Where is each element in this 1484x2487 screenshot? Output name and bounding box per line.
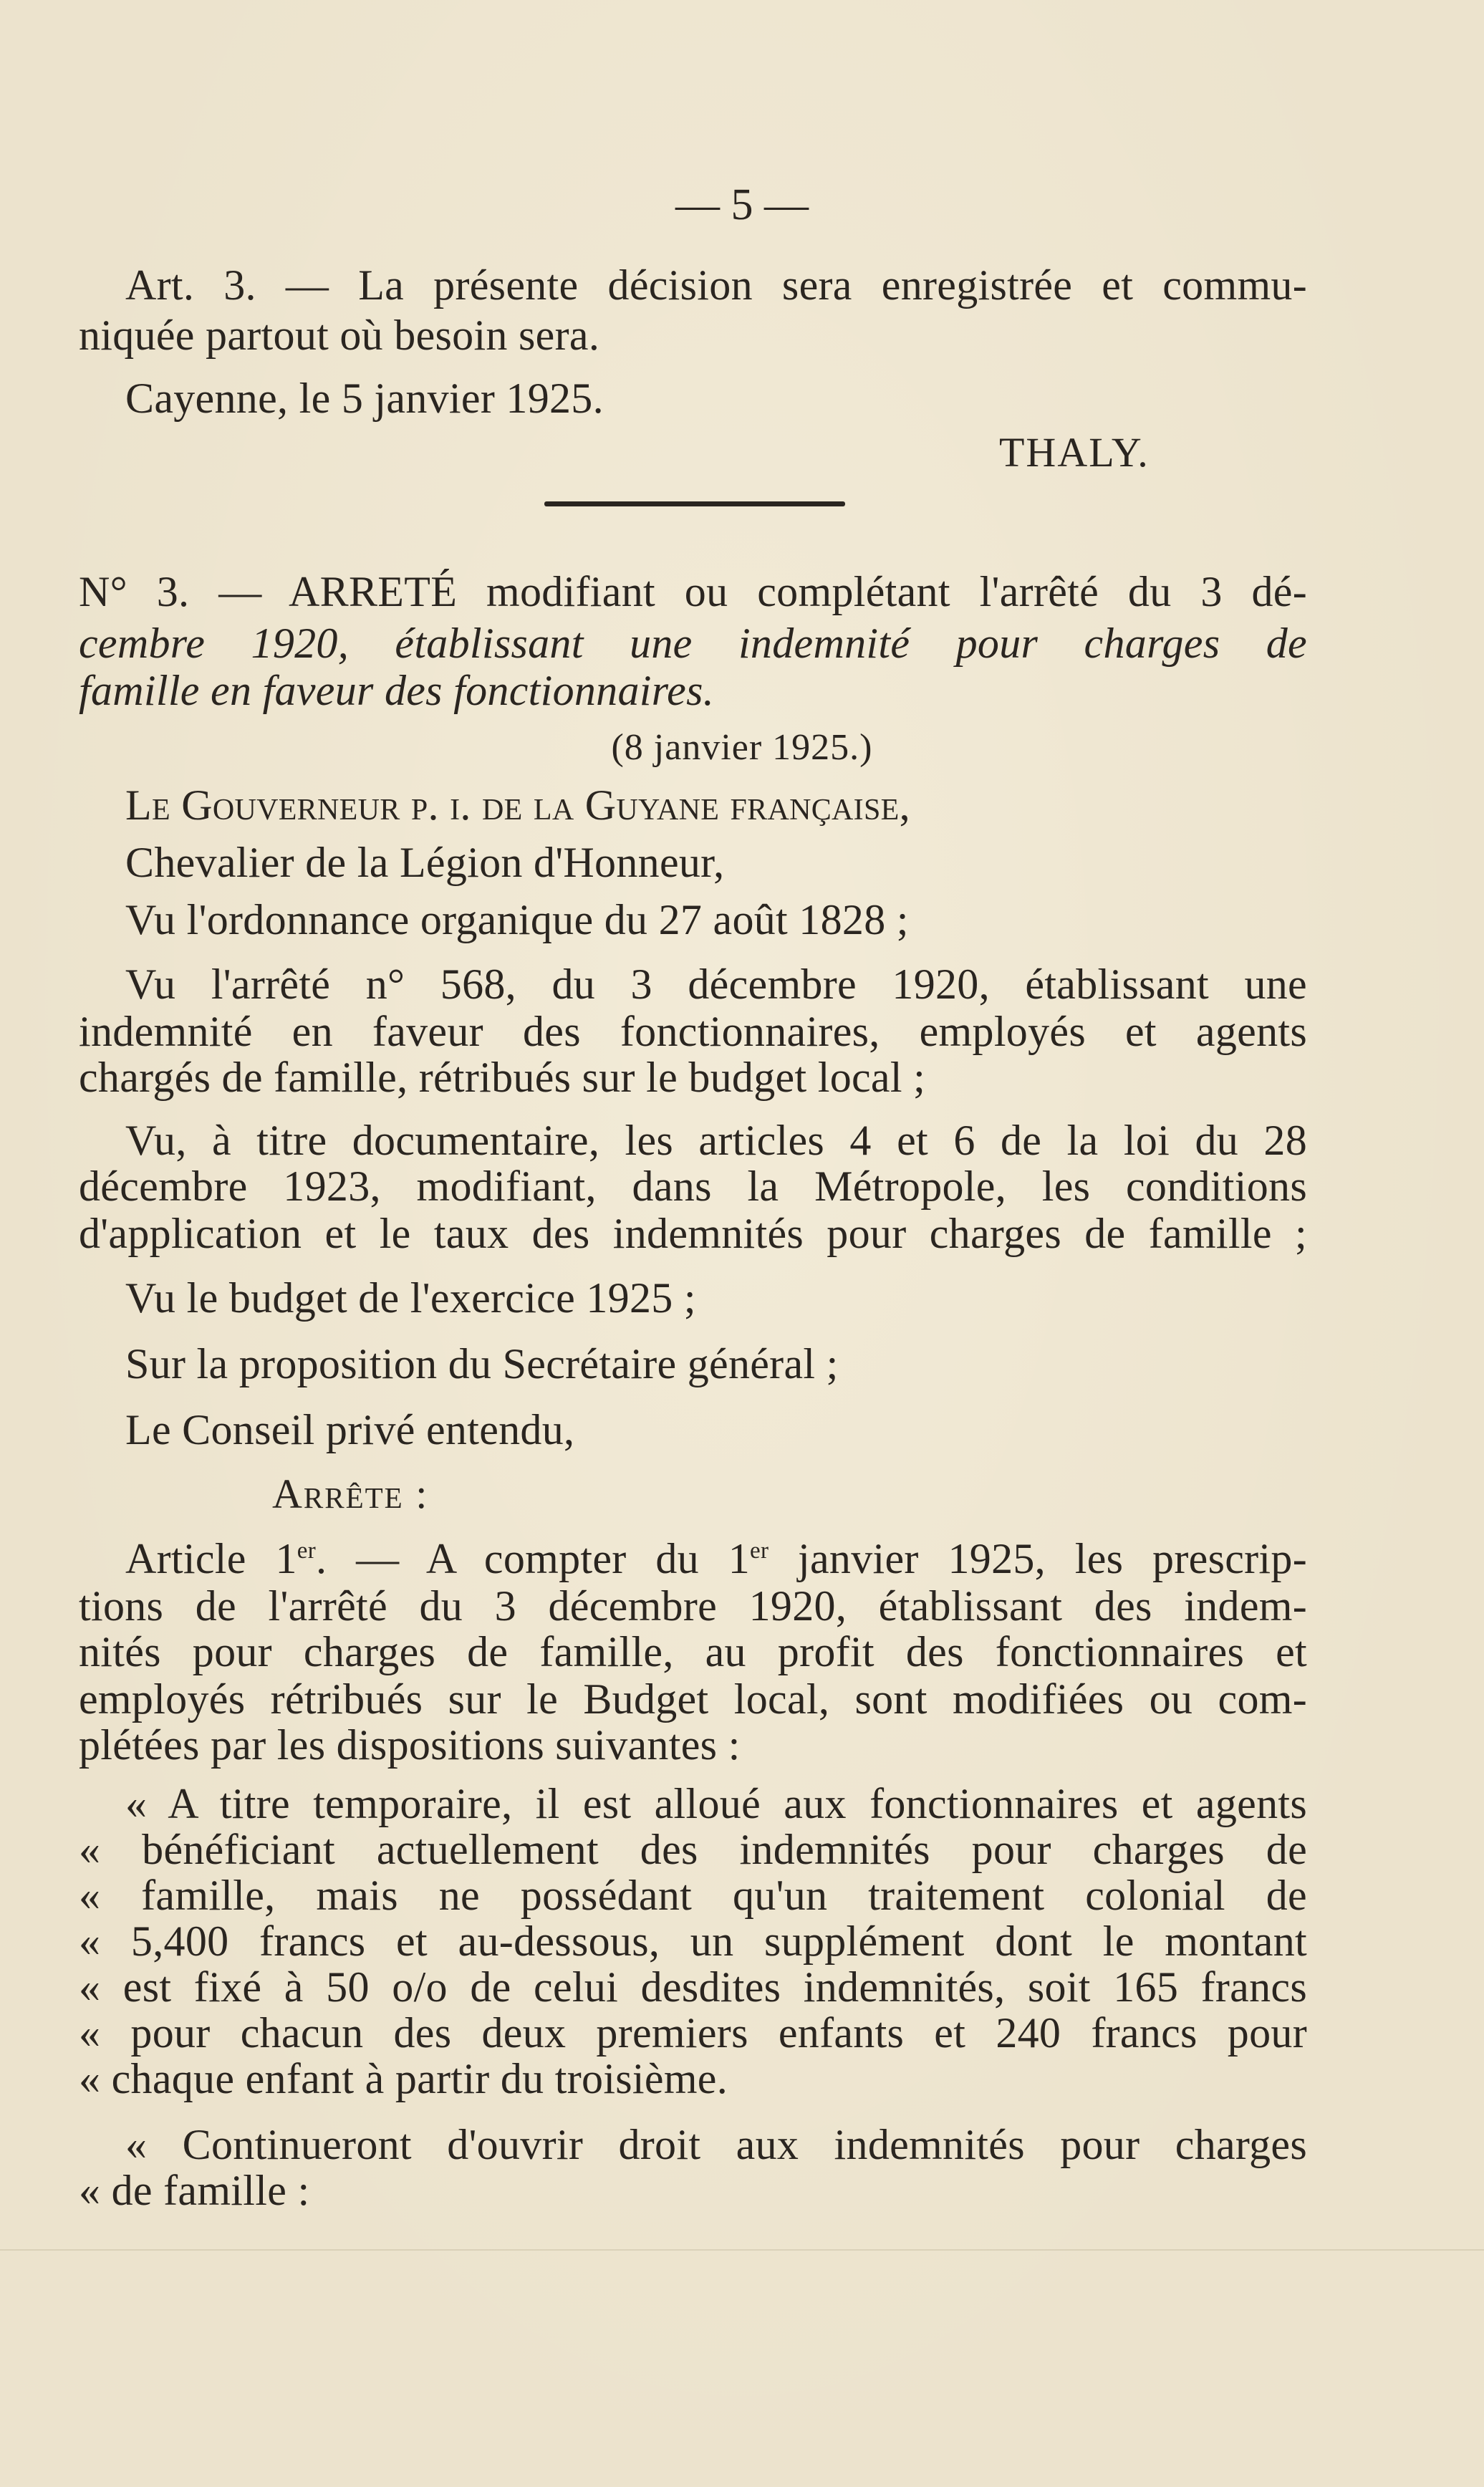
quote1-line-3: « famille, mais ne possédant qu'un traitement colonial de [79, 1872, 1307, 1919]
preamble-vu-budget: Vu le budget de l'exercice 1925 ; [125, 1274, 696, 1322]
quote1-line-5: « est fixé à 50 o/o de celui desdites indemnités, soit 165 francs [79, 1963, 1307, 2011]
decree-title-line-1: N° 3. — ARRETÉ modifiant ou complétant l'arrêté du 3 dé- [79, 568, 1307, 615]
quote1-line-2: « bénéficiant actuellement des indemnités pour charges de [79, 1826, 1307, 1873]
preamble-vu-arrete-1: Vu l'arrêté n° 568, du 3 décembre 1920, établissant une [125, 961, 1307, 1008]
quote1-line-6: « pour chacun des deux premiers enfants et 240 francs pour [79, 2009, 1307, 2057]
page-number: — 5 — [675, 181, 809, 229]
preamble-chevalier: Chevalier de la Légion d'Honneur, [125, 839, 725, 886]
quote1-line-4: « 5,400 francs et au-dessous, un supplément dont le montant [79, 1918, 1307, 1965]
decree-title-line-2: cembre 1920, établissant une indemnité pour charges de [79, 620, 1307, 667]
preamble-vu-ordonnance: Vu l'ordonnance organique du 27 août 1828 ; [125, 896, 909, 943]
section-divider [544, 501, 845, 506]
quote2-line-2: « de famille : [79, 2167, 310, 2214]
page-edge-shadow [0, 2249, 1484, 2251]
article1-line-1: Article 1er. — A compter du 1er janvier 1925, les prescrip- [125, 1535, 1307, 1582]
decree-title-line-3: famille en faveur des fonctionnaires. [79, 667, 715, 714]
quote1-line-1: « A titre temporaire, il est alloué aux fonctionnaires et agents [125, 1780, 1307, 1827]
preamble-conseil: Le Conseil privé entendu, [125, 1406, 575, 1453]
article1-line-4: employés rétribués sur le Budget local, sont modifiées ou com- [79, 1675, 1307, 1723]
preamble-governor: Le Gouverneur p. i. de la Guyane française, [125, 781, 910, 829]
art3-line-2: niquée partout où besoin sera. [79, 312, 600, 359]
article1-line-3: nités pour charges de famille, au profit des fonctionnaires et [79, 1628, 1307, 1675]
preamble-vu-titre-3: d'application et le taux des indemnités pour charges de famille ; [79, 1210, 1307, 1257]
preamble-proposition: Sur la proposition du Secrétaire général ; [125, 1340, 839, 1387]
signature: THALY. [999, 429, 1150, 476]
article1-line-2: tions de l'arrêté du 3 décembre 1920, établissant des indem- [79, 1582, 1307, 1630]
art3-line-1: Art. 3. — La présente décision sera enregistrée et commu- [125, 261, 1307, 309]
preamble-vu-arrete-2: indemnité en faveur des fonctionnaires, employés et agents [79, 1008, 1307, 1055]
arrete-heading: Arrête : [272, 1471, 429, 1517]
decree-date: (8 janvier 1925.) [611, 727, 873, 768]
preamble-vu-titre-1: Vu, à titre documentaire, les articles 4 et 6 de la loi du 28 [125, 1117, 1307, 1164]
quote2-line-1: « Continueront d'ouvrir droit aux indemnités pour charges [125, 2121, 1307, 2168]
place-date: Cayenne, le 5 janvier 1925. [125, 375, 604, 422]
quote1-line-7: « chaque enfant à partir du troisième. [79, 2055, 728, 2102]
preamble-vu-arrete-3: chargés de famille, rétribués sur le budget local ; [79, 1054, 926, 1101]
preamble-vu-titre-2: décembre 1923, modifiant, dans la Métropole, les conditions [79, 1163, 1307, 1210]
article1-line-5: plétées par les dispositions suivantes : [79, 1721, 741, 1769]
